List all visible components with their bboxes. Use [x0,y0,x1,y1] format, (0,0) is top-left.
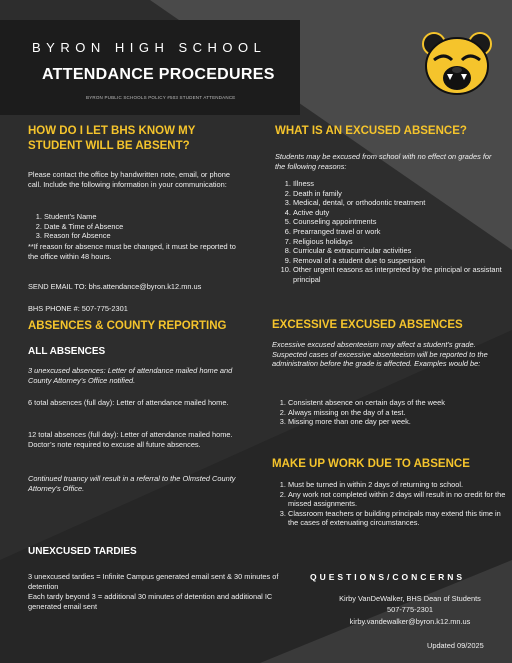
tardies-heading: UNEXCUSED TARDIES [28,546,137,557]
tardies-p2: Each tardy beyond 3 = additional 30 minutes of detention and additional IC generated email sent [28,592,273,611]
page-title: ATTENDANCE PROCEDURES [42,66,275,83]
list-item: 2. Always missing on the day of a test. [288,408,512,418]
excused-intro: Students may be excused from school with no effect on grades for the following reasons: [275,152,492,171]
list-item: 10. Other urgent reasons as interpreted by the principal or assistant principal [293,265,512,284]
county-p2: 6 total absences (full day): Letter of attendance mailed home. [28,398,229,407]
excessive-intro: Excessive excused absenteeism may affect a student’s grade. Suspected cases of excessive absenteeism will be reported to the administration before the grade is affected. Examples would be: [272,340,488,369]
list-item: 3. Missing more than one day per week. [288,417,512,427]
list-item: 3. Reason for Absence [44,231,259,241]
list-item: 3. Medical, dental, or orthodontic treatment [293,198,512,208]
contact-phone: 507-775-2301 [386,605,434,614]
makeup-list [272,480,510,528]
list-item: 2. Any work not completed within 2 days will result in no credit for the missed assignments. [288,490,510,509]
policy-reference: BYRON PUBLIC SCHOOLS POLICY #503 STUDENT ATTENDANCE [86,95,236,100]
list-item: 2. Date & Time of Absence [44,222,259,232]
excused-heading: WHAT IS AN EXCUSED ABSENCE? [275,125,467,137]
bear-mascot-icon [420,30,494,100]
county-p3: 12 total absences (full day): Letter of attendance mailed home. Doctor’s note required to excuse all future absences. [28,430,233,449]
school-name: BYRON HIGH SCHOOL [32,40,267,55]
list-item: 1. Student’s Name [44,212,259,222]
list-item: 1. Illness [293,179,512,189]
list-item: 7. Religious holidays [293,237,512,247]
notify-note: **If reason for absence must be changed, it must be reported to the office within 48 hours. [28,242,236,261]
contact-heading: QUESTIONS/CONCERNS [310,572,466,582]
excessive-list [272,398,512,427]
notify-intro: Please contact the office by handwritten note, email, or phone call. Include the following information in your communication: [28,170,231,189]
county-heading: ABSENCES & COUNTY REPORTING [28,320,227,332]
attendance-phone: BHS PHONE #: 507-775-2301 [28,304,128,313]
excessive-heading: EXCESSIVE EXCUSED ABSENCES [272,319,463,331]
list-item: 4. Active duty [293,208,512,218]
all-absences-heading: ALL ABSENCES [28,346,106,357]
list-item: 6. Prearranged travel or work [293,227,512,237]
list-item: 3. Classroom teachers or building principals may extend this time in the cases of extenuating circumstances. [288,509,510,528]
county-p4: Continued truancy will result in a referral to the Olmsted County Attorney’s Office. [28,474,236,493]
notify-heading: HOW DO I LET BHS KNOW MY STUDENT WILL BE ABSENT? [28,125,196,152]
updated-date: Updated 09/2025 [427,641,484,650]
county-p1: 3 unexcused absences: Letter of attendance mailed home and County Attorney’s Office notified. [28,366,233,385]
contact-name: Kirby VanDeWalker, BHS Dean of Students [339,594,481,603]
notify-list [28,212,259,241]
contact-email: kirby.vandewalker@byron.k12.mn.us [349,617,471,626]
list-item: 8. Curricular & extracurricular activities [293,246,512,256]
attendance-email: SEND EMAIL TO: bhs.attendance@byron.k12.mn.us [28,282,202,291]
tardies-p1: 3 unexcused tardies = Infinite Campus generated email sent & 30 minutes of detention [28,572,279,591]
list-item: 9. Removal of a student due to suspension [293,256,512,266]
list-item: 1. Must be turned in within 2 days of returning to school. [288,480,510,490]
makeup-heading: MAKE UP WORK DUE TO ABSENCE [272,458,470,470]
excused-list [275,179,512,285]
list-item: 5. Counseling appointments [293,217,512,227]
list-item: 1. Consistent absence on certain days of the week [288,398,512,408]
list-item: 2. Death in family [293,189,512,199]
